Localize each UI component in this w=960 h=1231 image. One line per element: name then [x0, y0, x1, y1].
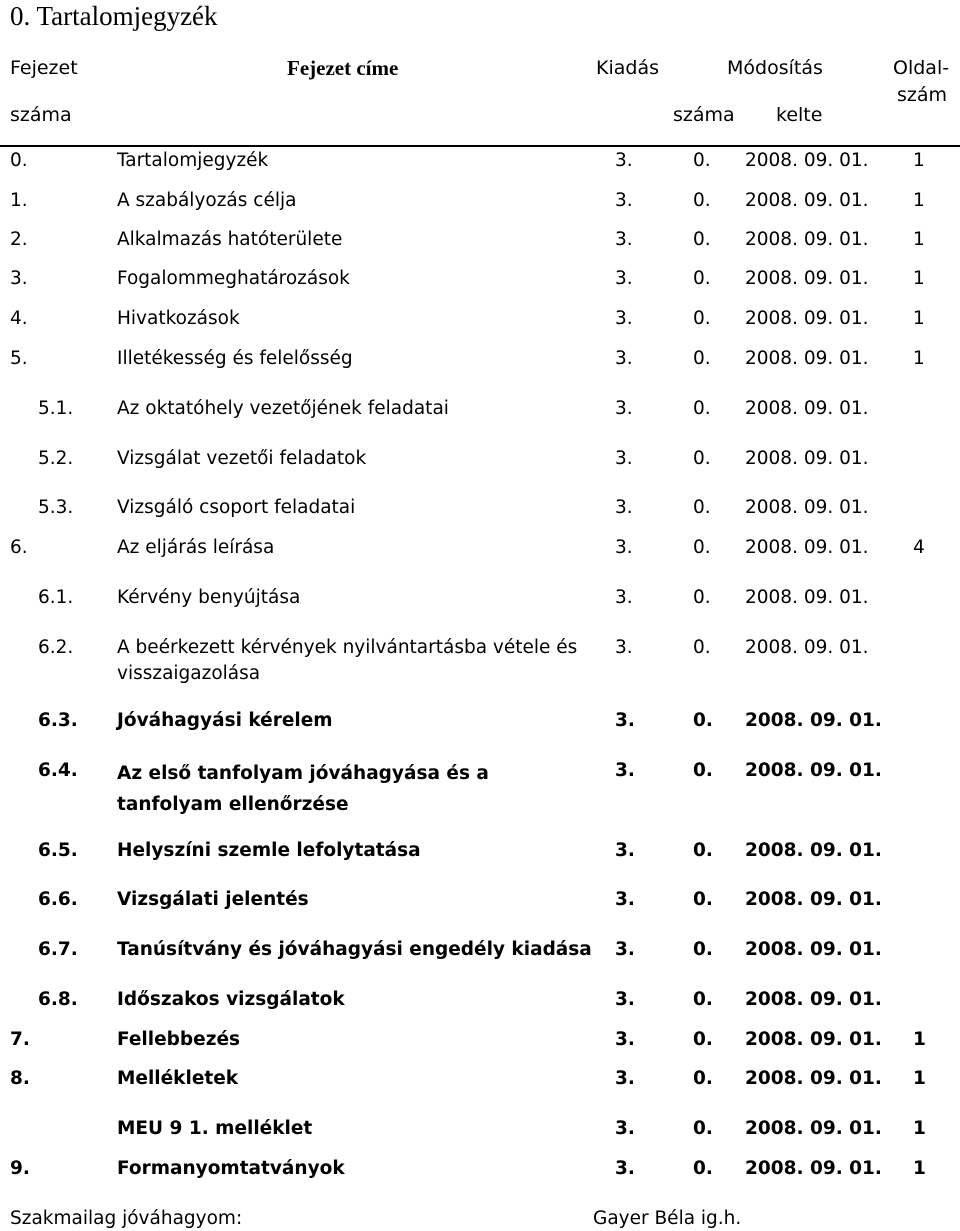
row-number: 6.1.	[38, 587, 74, 608]
row-number: 6.2.	[38, 637, 74, 658]
row-title: Alkalmazás hatóterülete	[117, 229, 343, 250]
header-rule	[0, 145, 960, 147]
row-title: Jóváhagyási kérelem	[117, 710, 333, 731]
row-page: 1	[913, 150, 925, 171]
row-modification: 0.	[693, 268, 711, 289]
row-title: Formanyomtatványok	[117, 1158, 345, 1179]
row-date: 2008. 09. 01.	[745, 889, 882, 910]
row-modification: 0.	[693, 1029, 713, 1050]
row-number: 0.	[10, 150, 28, 171]
row-date: 2008. 09. 01.	[745, 1068, 882, 1089]
row-date: 2008. 09. 01.	[745, 989, 882, 1010]
row-title: Kérvény benyújtása	[117, 587, 301, 608]
row-page: 1	[913, 268, 925, 289]
header-chapter-label-2: száma	[10, 104, 72, 126]
row-number: 8.	[10, 1068, 30, 1089]
row-page: 1	[913, 190, 925, 211]
row-title: Időszakos vizsgálatok	[117, 989, 345, 1010]
row-modification: 0.	[693, 497, 711, 518]
row-modification: 0.	[693, 1118, 713, 1139]
row-page: 1	[913, 229, 925, 250]
row-modification: 0.	[693, 1068, 713, 1089]
row-issue: 3.	[615, 308, 633, 329]
row-title: Az oktatóhely vezetőjének feladatai	[117, 398, 449, 419]
row-page: 1	[913, 1068, 926, 1089]
row-number: 7.	[10, 1029, 30, 1050]
row-modification: 0.	[693, 939, 713, 960]
row-modification: 0.	[693, 308, 711, 329]
row-issue: 3.	[615, 150, 633, 171]
row-page: 1	[913, 348, 925, 369]
row-title: Vizsgálati jelentés	[117, 889, 309, 910]
row-modification: 0.	[693, 989, 713, 1010]
header-chapter-title: Fejezet címe	[287, 56, 399, 80]
row-date: 2008. 09. 01.	[745, 637, 869, 658]
approver-name: Gayer Béla ig.h.	[593, 1208, 742, 1229]
row-modification: 0.	[693, 448, 711, 469]
row-date: 2008. 09. 01.	[745, 1118, 882, 1139]
row-number: 9.	[10, 1158, 30, 1179]
row-title: Mellékletek	[117, 1068, 239, 1089]
page-title: 0. Tartalomjegyzék	[10, 1, 218, 31]
row-issue: 3.	[615, 710, 635, 731]
row-number: 6.8.	[38, 989, 78, 1010]
row-issue: 3.	[615, 840, 635, 861]
row-number: 6.4.	[38, 760, 78, 781]
row-date: 2008. 09. 01.	[745, 497, 869, 518]
row-page: 4	[913, 537, 925, 558]
row-number: 5.2.	[38, 448, 74, 469]
row-date: 2008. 09. 01.	[745, 308, 869, 329]
header-chapter-label-1: Fejezet	[10, 57, 78, 79]
row-issue: 3.	[615, 448, 633, 469]
row-modification: 0.	[693, 637, 711, 658]
row-page: 1	[913, 1158, 926, 1179]
row-issue: 3.	[615, 1068, 635, 1089]
row-issue: 3.	[615, 1158, 635, 1179]
row-number: 6.7.	[38, 939, 78, 960]
row-issue: 3.	[615, 939, 635, 960]
header-issue-label-1: Kiadás	[596, 57, 659, 79]
row-date: 2008. 09. 01.	[745, 190, 869, 211]
row-page: 1	[913, 1029, 926, 1050]
row-number: 6.	[10, 537, 28, 558]
row-modification: 0.	[693, 150, 711, 171]
row-title: MEU 9 1. melléklet	[117, 1118, 313, 1139]
row-title: A szabályozás célja	[117, 190, 297, 211]
approval-label: Szakmailag jóváhagyom:	[10, 1208, 243, 1229]
row-issue: 3.	[615, 398, 633, 419]
row-modification: 0.	[693, 760, 713, 781]
row-title: Hivatkozások	[117, 308, 240, 329]
row-title: Tartalomjegyzék	[117, 150, 269, 171]
row-title: A beérkezett kérvények nyilvántartásba vétele és visszaigazolása	[117, 637, 578, 684]
row-page: 1	[913, 1118, 926, 1139]
row-title: Az első tanfolyam jóváhagyása és a tanfolyam ellenőrzése	[117, 763, 489, 815]
row-issue: 3.	[615, 1118, 635, 1139]
row-title: Vizsgálat vezetői feladatok	[117, 448, 367, 469]
row-date: 2008. 09. 01.	[745, 939, 882, 960]
row-issue: 3.	[615, 229, 633, 250]
row-date: 2008. 09. 01.	[745, 229, 869, 250]
row-issue: 3.	[615, 637, 633, 658]
row-date: 2008. 09. 01.	[745, 448, 869, 469]
row-number: 2.	[10, 229, 28, 250]
row-modification: 0.	[693, 229, 711, 250]
row-number: 5.	[10, 348, 28, 369]
row-issue: 3.	[615, 989, 635, 1010]
row-issue: 3.	[615, 348, 633, 369]
row-date: 2008. 09. 01.	[745, 348, 869, 369]
row-page: 1	[913, 308, 925, 329]
row-title: Helyszíni szemle lefolytatása	[117, 840, 421, 861]
row-date: 2008. 09. 01.	[745, 537, 869, 558]
row-title: Fogalommeghatározások	[117, 268, 350, 289]
row-title: Fellebbezés	[117, 1029, 241, 1050]
row-number: 4.	[10, 308, 28, 329]
row-number: 6.3.	[38, 710, 78, 731]
row-modification: 0.	[693, 190, 711, 211]
row-issue: 3.	[615, 268, 633, 289]
row-title: Az eljárás leírása	[117, 537, 275, 558]
row-title: Illetékesség és felelősség	[117, 348, 353, 369]
row-modification: 0.	[693, 587, 711, 608]
header-page-label-2: szám	[897, 84, 948, 106]
row-date: 2008. 09. 01.	[745, 1158, 882, 1179]
header-mod-label-2: kelte	[776, 104, 823, 126]
row-issue: 3.	[615, 190, 633, 211]
row-date: 2008. 09. 01.	[745, 760, 882, 781]
row-modification: 0.	[693, 889, 713, 910]
row-date: 2008. 09. 01.	[745, 840, 882, 861]
row-issue: 3.	[615, 497, 633, 518]
row-title: Vizsgáló csoport feladatai	[117, 497, 356, 518]
row-number: 1.	[10, 190, 28, 211]
row-date: 2008. 09. 01.	[745, 398, 869, 419]
row-modification: 0.	[693, 398, 711, 419]
row-title: Tanúsítvány és jóváhagyási engedély kiadása	[117, 939, 592, 960]
row-modification: 0.	[693, 1158, 713, 1179]
row-issue: 3.	[615, 1029, 635, 1050]
row-modification: 0.	[693, 537, 711, 558]
row-number: 3.	[10, 268, 28, 289]
row-issue: 3.	[615, 889, 635, 910]
row-date: 2008. 09. 01.	[745, 710, 882, 731]
row-modification: 0.	[693, 710, 713, 731]
row-number: 6.6.	[38, 889, 78, 910]
row-date: 2008. 09. 01.	[745, 268, 869, 289]
row-modification: 0.	[693, 348, 711, 369]
header-issue-label-2: száma	[673, 104, 735, 126]
row-modification: 0.	[693, 840, 713, 861]
row-issue: 3.	[615, 760, 635, 781]
row-issue: 3.	[615, 537, 633, 558]
row-issue: 3.	[615, 587, 633, 608]
row-number: 6.5.	[38, 840, 78, 861]
row-date: 2008. 09. 01.	[745, 587, 869, 608]
header-page-label-1: Oldal-	[893, 57, 950, 79]
header-mod-label-1: Módosítás	[727, 57, 823, 79]
row-date: 2008. 09. 01.	[745, 1029, 882, 1050]
row-date: 2008. 09. 01.	[745, 150, 869, 171]
row-number: 5.3.	[38, 497, 74, 518]
row-number: 5.1.	[38, 398, 74, 419]
